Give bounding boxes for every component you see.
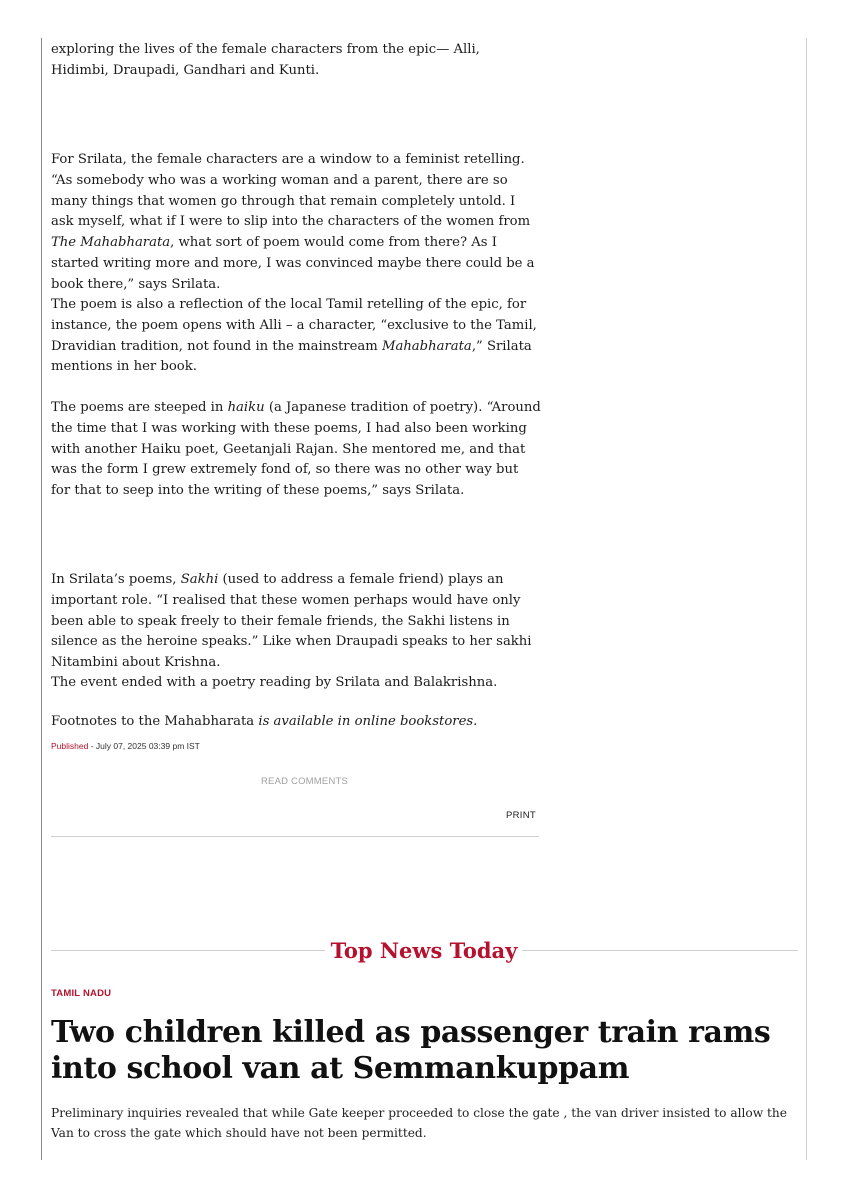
- article-paragraph: The poems are steeped in haiku (a Japanese tradition of poetry). “Around the time that I was working with these poems, I had also been working with another Haiku poet, Geetanjali Rajan. She mentored me, and that was the form I grew extremely fond of, so there was no other way but for that to seep into the writing of these poems,” says Srilata.: [51, 400, 541, 499]
- article-paragraph: exploring the lives of the female characters from the epic— Alli, Hidimbi, Draupadi, Gandhari and Kunti.: [51, 42, 480, 78]
- article-body: [51, 40, 541, 729]
- published-date: July 07, 2025 03:39 pm IST: [95, 741, 200, 751]
- article-paragraph: Footnotes to the Mahabharata is available in online bookstores.: [51, 714, 478, 729]
- divider: [51, 950, 325, 951]
- left-column-border: [41, 38, 42, 1160]
- right-column-border: [806, 38, 807, 1160]
- category-label[interactable]: TAMIL NADU: [51, 988, 112, 999]
- section-title[interactable]: Top News Today: [330, 938, 518, 963]
- article-paragraph: In Srilata’s poems, Sakhi (used to address a female friend) plays an important role. “I realised that these women perhaps would have only been able to speak freely to their female friends, the Sakhi listens in silence as the heroine speaks.” Like when Draupadi speaks to her sakhi Nitambini about Krishna.: [51, 572, 532, 671]
- article-paragraph: For Srilata, the female characters are a window to a feminist retelling. “As somebody who was a working woman and a parent, there are so many things that women go through that remain completely untold. I ask myself, what if I were to slip into the characters of the women from The Mahabharata, what sort of poem would come from there? As I started writing more and more, I was convinced maybe there could be a book there,” says Srilata.: [51, 152, 535, 292]
- article-paragraph: The event ended with a poetry reading by Srilata and Balakrishna.: [51, 675, 498, 690]
- article-paragraph: The poem is also a reflection of the local Tamil retelling of the epic, for instance, the poem opens with Alli – a character, “exclusive to the Tamil, Dravidian tradition, not found in the mainstream Mahabharata,” Srilata mentions in her book.: [51, 297, 537, 375]
- news-headline[interactable]: Two children killed as passenger train rams into school van at Semmankuppam: [51, 1015, 771, 1086]
- published-timestamp: [51, 741, 200, 751]
- divider: [522, 950, 798, 951]
- published-label: Published: [51, 741, 89, 751]
- published-separator: -: [88, 741, 96, 751]
- news-summary: Preliminary inquiries revealed that while Gate keeper proceeded to close the gate , the van driver insisted to allow the Van to cross the gate which should have not been permitted.: [51, 1106, 787, 1140]
- read-comments-link[interactable]: READ COMMENTS: [261, 776, 349, 787]
- divider: [51, 836, 539, 837]
- print-button[interactable]: PRINT: [506, 810, 536, 821]
